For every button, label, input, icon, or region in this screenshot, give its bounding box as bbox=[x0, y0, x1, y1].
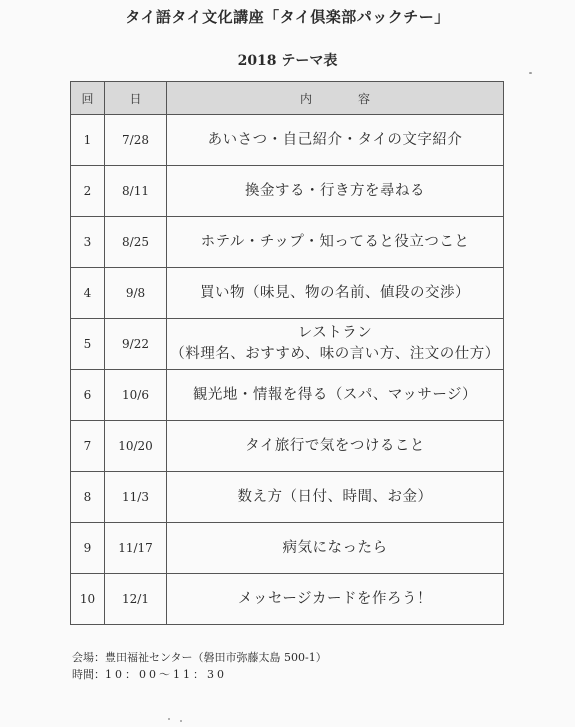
row-topic: 病気になったら bbox=[167, 523, 504, 574]
schedule-table bbox=[70, 81, 504, 625]
row-topic: 観光地・情報を得る（スパ、マッサージ） bbox=[167, 370, 504, 421]
row-date: 10/20 bbox=[105, 421, 167, 472]
venue-value: 豊田福祉センター（磐田市弥藤太島 500-1） bbox=[105, 651, 327, 664]
row-date: 7/28 bbox=[105, 115, 167, 166]
row-topic: 数え方（日付、時間、お金） bbox=[167, 472, 504, 523]
row-topic-line1: レストラン bbox=[297, 325, 373, 341]
row-number: 7 bbox=[71, 421, 105, 472]
row-number: 5 bbox=[71, 319, 105, 370]
table-row bbox=[71, 217, 504, 268]
row-date: 9/22 bbox=[105, 319, 167, 370]
table-row bbox=[71, 115, 504, 166]
row-date: 9/8 bbox=[105, 268, 167, 319]
row-date: 8/25 bbox=[105, 217, 167, 268]
document-title: タイ語タイ文化講座「タイ倶楽部パックチー」 bbox=[125, 8, 450, 26]
header-number: 回 bbox=[71, 82, 105, 115]
time-line bbox=[72, 666, 327, 683]
row-date: 12/1 bbox=[105, 574, 167, 625]
row-number: 2 bbox=[71, 166, 105, 217]
table-row bbox=[71, 523, 504, 574]
row-date: 8/11 bbox=[105, 166, 167, 217]
row-topic: タイ旅行で気をつけること bbox=[167, 421, 504, 472]
table-row bbox=[71, 268, 504, 319]
venue-line bbox=[72, 649, 327, 666]
time-label: 時間： bbox=[72, 668, 105, 681]
row-number: 1 bbox=[71, 115, 105, 166]
row-number: 10 bbox=[71, 574, 105, 625]
table-row bbox=[71, 472, 504, 523]
scan-speck bbox=[180, 720, 182, 722]
table-row bbox=[71, 370, 504, 421]
header-content bbox=[167, 82, 504, 115]
row-number: 9 bbox=[71, 523, 105, 574]
row-topic: あいさつ・自己紹介・タイの文字紹介 bbox=[167, 115, 504, 166]
row-topic-line2: （料理名、おすすめ、味の言い方、注文の仕方） bbox=[170, 346, 500, 362]
row-topic: メッセージカードを作ろう！ bbox=[167, 574, 504, 625]
table-row bbox=[71, 319, 504, 370]
row-date: 10/6 bbox=[105, 370, 167, 421]
row-date: 11/3 bbox=[105, 472, 167, 523]
event-info bbox=[72, 649, 327, 683]
row-topic-multiline bbox=[167, 319, 504, 370]
scan-speck bbox=[168, 718, 170, 720]
row-number: 8 bbox=[71, 472, 105, 523]
row-topic: 買い物（味見、物の名前、値段の交渉） bbox=[167, 268, 504, 319]
row-number: 6 bbox=[71, 370, 105, 421]
row-number: 4 bbox=[71, 268, 105, 319]
table-row bbox=[71, 166, 504, 217]
table-row bbox=[71, 574, 504, 625]
document-subtitle: 2018 テーマ表 bbox=[237, 53, 338, 69]
venue-label: 会場： bbox=[72, 651, 105, 664]
row-date: 11/17 bbox=[105, 523, 167, 574]
row-topic: 換金する・行き方を尋ねる bbox=[167, 166, 504, 217]
header-content-left: 内 bbox=[299, 91, 312, 106]
table-header-row bbox=[71, 82, 504, 115]
header-date: 日 bbox=[105, 82, 167, 115]
row-number: 3 bbox=[71, 217, 105, 268]
time-value: 10：00～11：30 bbox=[105, 668, 227, 681]
header-content-right: 容 bbox=[358, 91, 371, 106]
row-topic: ホテル・チップ・知ってると役立つこと bbox=[167, 217, 504, 268]
table-row bbox=[71, 421, 504, 472]
scan-speck bbox=[529, 72, 532, 74]
